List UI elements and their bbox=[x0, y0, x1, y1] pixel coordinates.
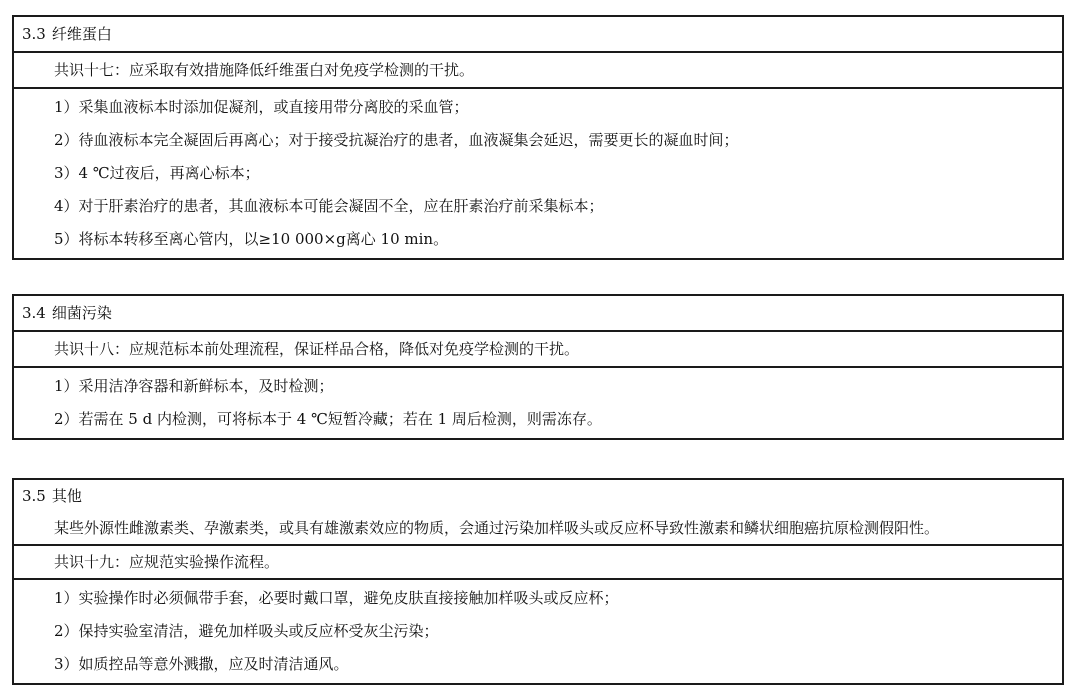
section-title-text: 其他 bbox=[51, 487, 82, 505]
section-title bbox=[14, 17, 1062, 53]
section-3-3-box bbox=[12, 15, 1064, 260]
section-number: 3.4 bbox=[22, 304, 46, 322]
section-title-text: 纤维蛋白 bbox=[51, 25, 112, 43]
section-3-4-box bbox=[12, 294, 1064, 440]
list-item: 2）保持实验室清洁，避免加样吸头或反应杯受灰尘污染； bbox=[54, 622, 439, 640]
section-title bbox=[14, 296, 1062, 332]
recommendation-list bbox=[14, 368, 1062, 438]
list-item: 1）实验操作时必须佩带手套，必要时戴口罩，避免皮肤直接接触加样吸头或反应杯； bbox=[54, 589, 619, 607]
section-number: 3.5 bbox=[22, 487, 46, 505]
list-item: 2）若需在 5 d 内检测，可将标本于 4 ℃短暂冷藏；若在 1 周后检测，则需冻存。 bbox=[54, 410, 602, 428]
recommendation-list bbox=[14, 89, 1062, 258]
list-item: 5）将标本转移至离心管内，以≥10 000×g离心 10 min。 bbox=[54, 230, 449, 248]
section-title bbox=[14, 480, 1062, 512]
consensus-statement: 共识十九：应规范实验操作流程。 bbox=[14, 546, 1062, 580]
recommendation-list bbox=[14, 580, 1062, 683]
list-item: 1）采用洁净容器和新鲜标本，及时检测； bbox=[54, 377, 334, 395]
section-intro-text: 某些外源性雌激素类、孕激素类，或具有雄激素效应的物质，会通过污染加样吸头或反应杯导致性激素和鳞状细胞癌抗原检测假阳性。 bbox=[14, 512, 1062, 546]
list-item: 3）4 ℃过夜后，再离心标本； bbox=[54, 164, 260, 182]
consensus-statement: 共识十八：应规范标本前处理流程，保证样品合格，降低对免疫学检测的干扰。 bbox=[14, 332, 1062, 368]
list-item: 1）采集血液标本时添加促凝剂，或直接用带分离胶的采血管； bbox=[54, 98, 469, 116]
section-number: 3.3 bbox=[22, 25, 46, 43]
list-item: 2）待血液标本完全凝固后再离心；对于接受抗凝治疗的患者，血液凝集会延迟，需要更长的凝血时间； bbox=[54, 131, 739, 149]
list-item: 4）对于肝素治疗的患者，其血液标本可能会凝固不全，应在肝素治疗前采集标本； bbox=[54, 197, 604, 215]
section-title-text: 细菌污染 bbox=[51, 304, 112, 322]
section-3-5-box bbox=[12, 478, 1064, 685]
consensus-statement: 共识十七：应采取有效措施降低纤维蛋白对免疫学检测的干扰。 bbox=[14, 53, 1062, 89]
list-item: 3）如质控品等意外溅撒，应及时清洁通风。 bbox=[54, 655, 349, 673]
